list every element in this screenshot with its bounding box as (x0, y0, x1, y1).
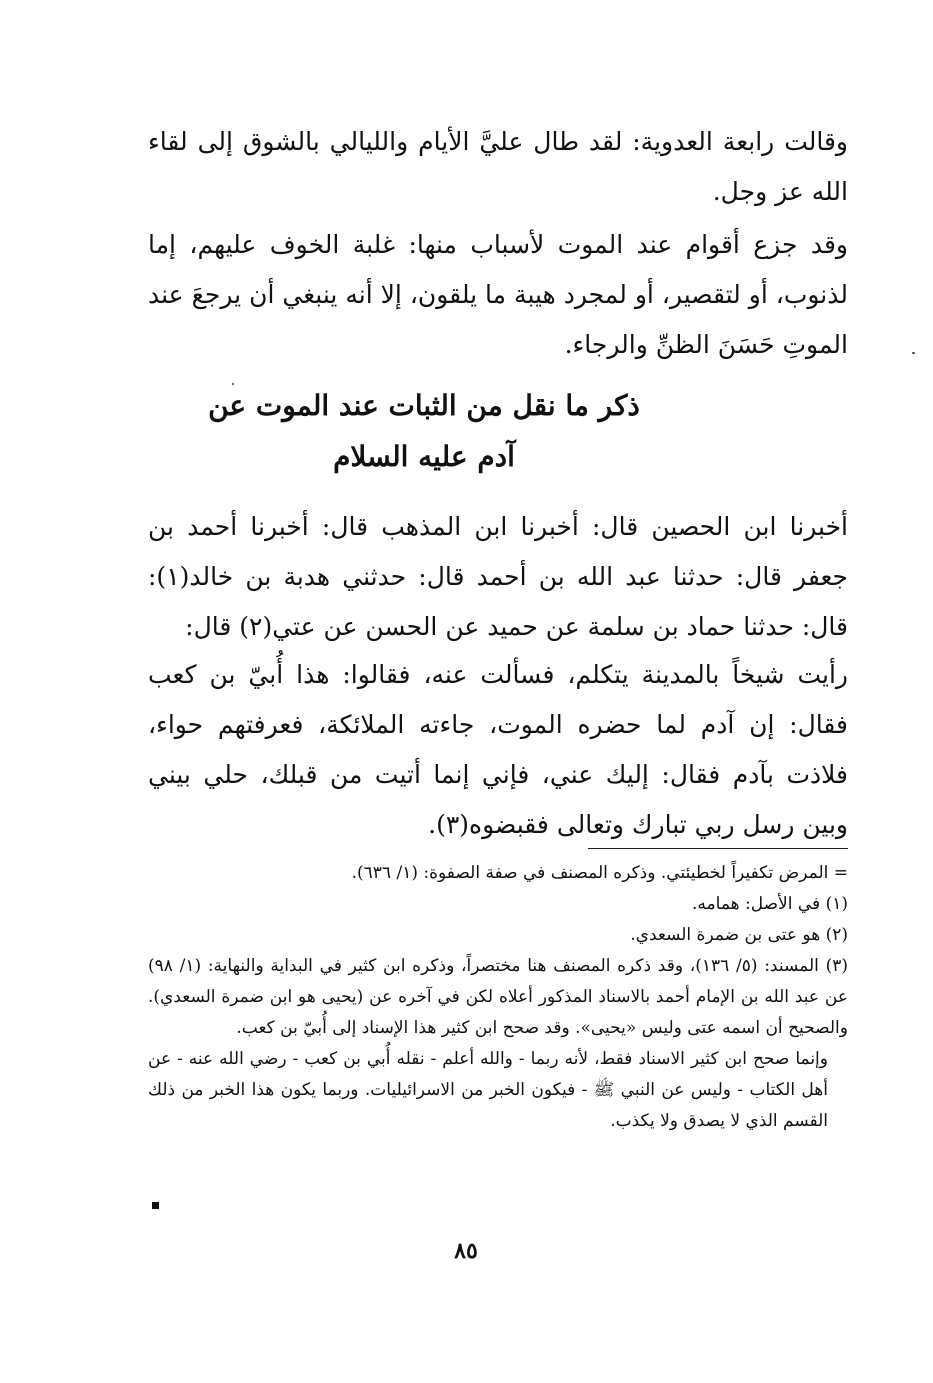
footnote-2: (٢) هو عتى بن ضمرة السعدي. (630, 925, 848, 945)
footnote-divider (588, 848, 848, 849)
footnote-3: (٣) المسند: (٥/ ١٣٦)، وقد ذكره المصنف هنا مختصراً، وذكره ابن كثير في البداية والنهاية: (١/ ٩٨) عن عبد الله بن الإمام أحمد بالاسناد المذكور أعلاه لكن في آخره عن (يحيى هو ابن ضمرة السعدي). والصحيح أن اسمه عتى وليس «يحيى». وقد صحح ابن كثير هذا الإسناد إلى أُبيّ بن كعب. (148, 956, 848, 1038)
scan-speck (912, 352, 915, 354)
section-heading-line-1: ذكر ما نقل من الثبات عند الموت عن (208, 389, 640, 422)
page-number: ٨٥ (454, 1238, 478, 1264)
footnote-carryover: = المرض تكفيراً لخطيئتي. وذكره المصنف في صفة الصفوة: (١/ ٦٣٦). (351, 863, 848, 883)
paragraph-isnad: أخبرنا ابن الحصين قال: أخبرنا ابن المذهب قال: أخبرنا أحمد بن جعفر قال: حدثنا عبد الله بن أحمد قال: حدثني هدبة بن خالد(١): قال: حدثنا حماد بن سلمة عن حميد عن الحسن عن عتي(٢) قال: (148, 512, 848, 641)
footnote-1: (١) في الأصل: همامه. (692, 894, 848, 914)
paragraph-rabia: وقالت رابعة العدوية: لقد طال عليَّ الأيام والليالي بالشوق إلى لقاء الله عز وجل. (148, 127, 848, 206)
section-heading-line-2: آدم عليه السلام (333, 440, 515, 473)
paragraph-narration: رأيت شيخاً بالمدينة يتكلم، فسألت عنه، فقالوا: هذا أُبيّ بن كعب فقال: إن آدم لما حضره الموت، جاءته الملائكة، فعرفتهم حواء، فلاذت بآدم فقال: إليك عني، فإني إنما أتيت من قبلك، حلي بيني وبين رسل ربي تبارك وتعالى فقبضوه(٣). (148, 660, 848, 839)
footnotes-list (148, 858, 848, 1137)
footnote-end-marker (152, 1202, 159, 1209)
paragraph-fear-of-death: وقد جزع أقوام عند الموت لأسباب منها: غلبة الخوف عليهم، إما لذنوب، أو لتقصير، أو لمجرد هيبة ما يلقون، إلا أنه ينبغي أن يرجعَ عند الموتِ حَسَنَ الظنِّ والرجاء. (148, 230, 848, 359)
footnote-3-continuation: وإنما صحح ابن كثير الاسناد فقط، لأنه ربما - والله أعلم - نقله أُبي بن كعب - رضي الله عنه - عن أهل الكتاب - وليس عن النبي ﷺ - فيكون الخبر من الاسرائيليات. وربما يكون هذا الخبر من ذلك القسم الذي لا يصدق ولا يكذب. (148, 1049, 828, 1131)
scan-speck (232, 383, 234, 385)
